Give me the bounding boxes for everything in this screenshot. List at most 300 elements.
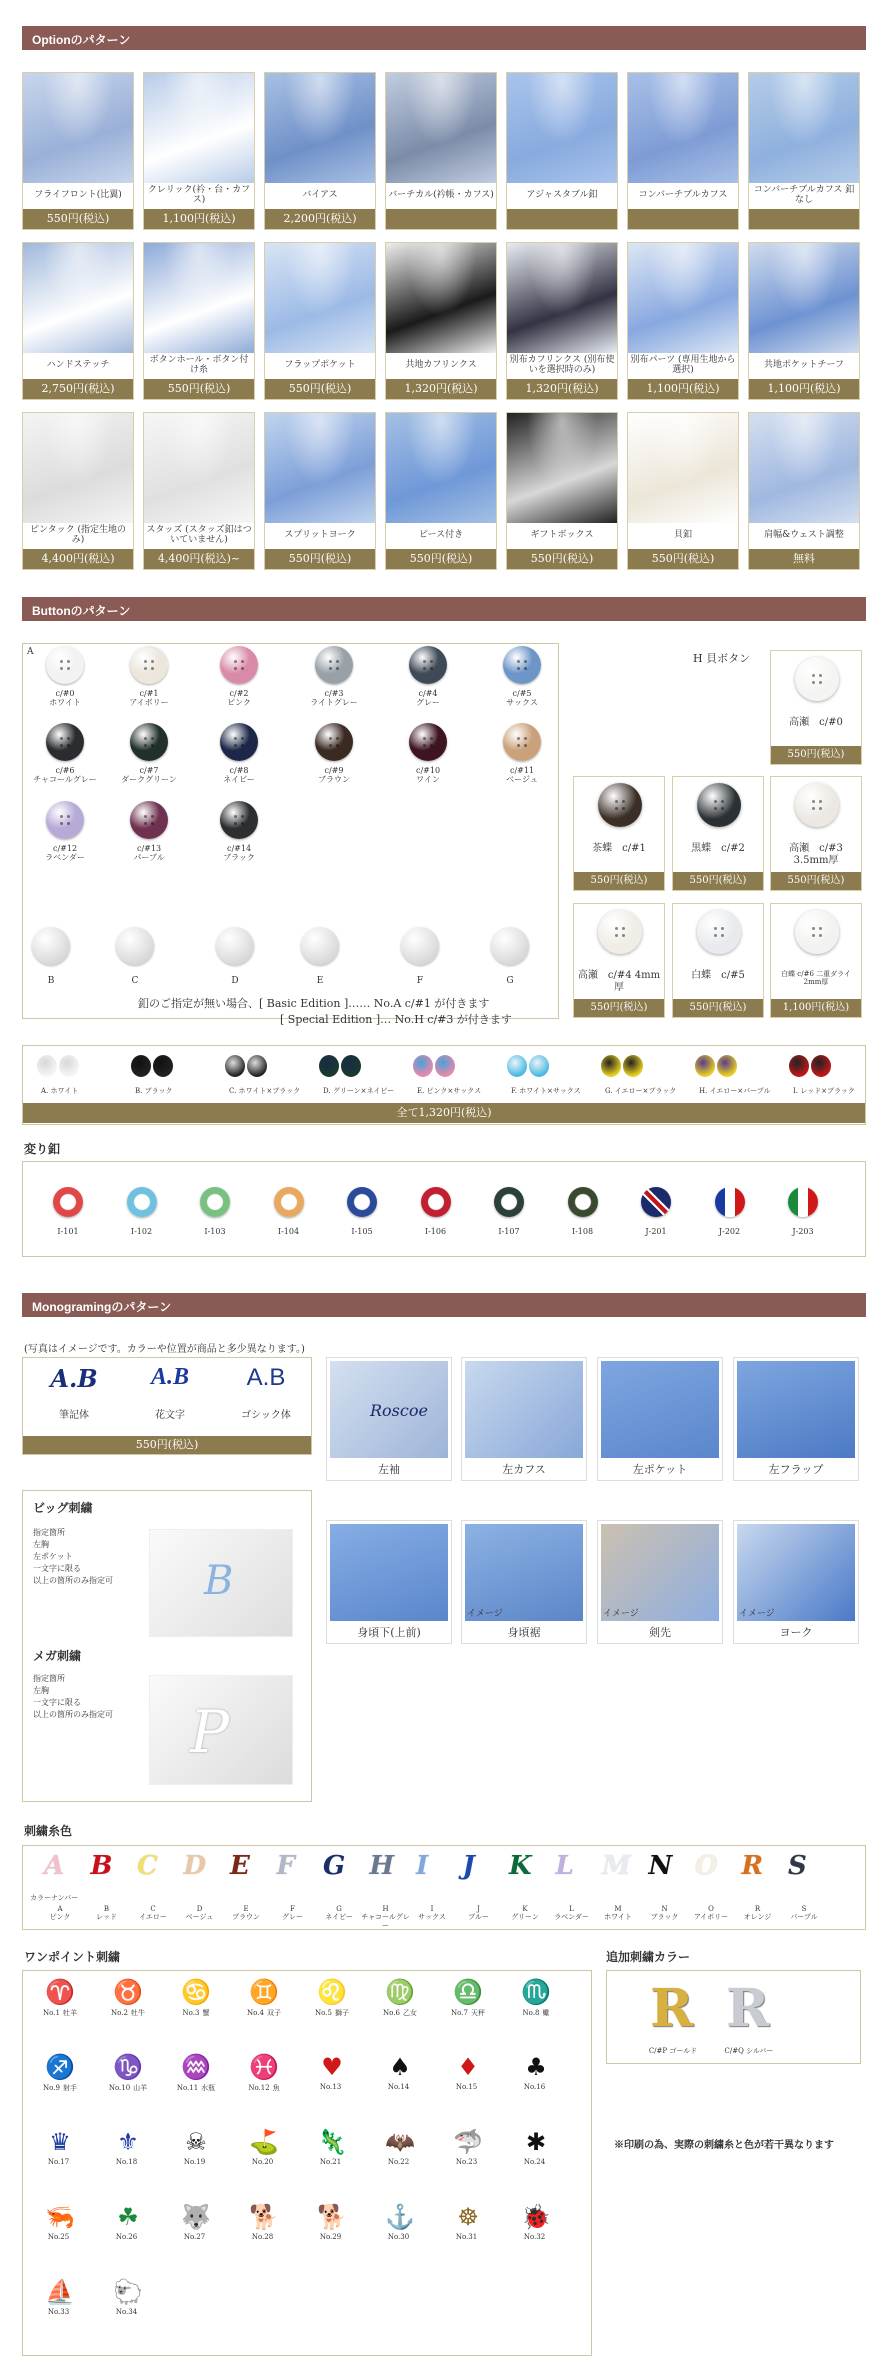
onepoint-no: No.23	[455, 2158, 478, 2166]
option-card[interactable]	[506, 72, 618, 230]
shell-button-card[interactable]	[770, 903, 862, 1018]
option-card[interactable]	[22, 242, 134, 400]
shell-button-price: 550円(税込)	[574, 999, 664, 1017]
button-swatch[interactable]	[220, 723, 258, 761]
thread-label	[35, 1905, 85, 1922]
onepoint-label	[302, 2008, 362, 2018]
onepoint-icon-cell[interactable]	[302, 2201, 362, 2261]
thread-name: パープル	[790, 1913, 818, 1922]
kawari-button[interactable]	[347, 1187, 377, 1217]
option-card[interactable]	[506, 412, 618, 570]
onepoint-name: 蠍	[542, 2009, 550, 2017]
button-swatch[interactable]	[503, 723, 541, 761]
section-header-monogram: Monogramingのパターン	[22, 1293, 866, 1317]
thread-code: K	[522, 1905, 528, 1913]
button-label	[393, 766, 463, 784]
onepoint-icon-cell[interactable]	[302, 1976, 362, 2036]
option-label: 別布パーツ (専用生地から選択)	[630, 355, 736, 375]
button-label	[30, 689, 100, 707]
option-card[interactable]	[385, 242, 497, 400]
thread-code: S	[801, 1905, 807, 1913]
button-holes	[423, 737, 433, 747]
shell-button-name: 高瀬 c/#4 4mm厚	[577, 970, 661, 993]
thread-name: レッド	[96, 1913, 117, 1922]
thread-code: B	[103, 1905, 110, 1913]
thread-name: グレー	[282, 1913, 303, 1922]
onepoint-label	[234, 2008, 294, 2018]
option-card[interactable]	[264, 72, 376, 230]
big-text-line: 以上の箇所のみ指定可	[33, 1576, 113, 1585]
section-header-button: Buttonのパターン	[22, 597, 866, 621]
kawari-button[interactable]	[421, 1187, 451, 1217]
onepoint-icon-cell[interactable]	[166, 2051, 226, 2111]
onepoint-no: No.26	[115, 2233, 138, 2241]
knot-price: 全て1,320円(税込)	[23, 1103, 865, 1123]
onepoint-no: No.34	[115, 2308, 138, 2316]
option-card[interactable]	[748, 72, 860, 230]
onepoint-icon-cell[interactable]	[30, 1976, 90, 2036]
onepoint-icon-cell[interactable]	[30, 2051, 90, 2111]
option-price	[749, 209, 859, 229]
option-price: 550円(税込)	[144, 379, 254, 399]
onepoint-name: 牡牛	[130, 2009, 145, 2017]
button-swatch[interactable]	[220, 801, 258, 839]
mega-embroidery-text	[33, 1673, 113, 1721]
option-shirt-detail	[749, 413, 859, 523]
onepoint-label	[234, 2158, 294, 2166]
knot-label: B. ブラック	[135, 1087, 173, 1095]
option-card[interactable]	[264, 412, 376, 570]
button-holes	[329, 660, 339, 670]
onepoint-label	[302, 2233, 362, 2241]
onepoint-icon-cell[interactable]	[370, 2126, 430, 2186]
button-label	[114, 689, 184, 707]
extra-color-letter: R	[726, 1978, 770, 2039]
button-swatch[interactable]	[130, 723, 168, 761]
thread-name: ベージュ	[185, 1913, 214, 1922]
button-name: ブラウン	[318, 775, 350, 785]
onepoint-icon-cell[interactable]	[98, 2126, 158, 2186]
onepoint-icon-cell[interactable]	[30, 2276, 90, 2336]
button-style-label: E	[316, 976, 324, 986]
thread-code: E	[243, 1905, 249, 1913]
button-style-swatch[interactable]	[401, 927, 439, 965]
option-shirt-detail	[507, 73, 617, 183]
knot-swatch[interactable]	[789, 1055, 833, 1077]
thread-label	[640, 1905, 690, 1922]
button-swatch[interactable]	[220, 646, 258, 684]
button-swatch[interactable]	[409, 723, 447, 761]
onepoint-icon-cell[interactable]	[370, 1976, 430, 2036]
knot-swatch[interactable]	[601, 1055, 645, 1077]
onepoint-label	[370, 2008, 430, 2018]
button-swatch[interactable]	[503, 646, 541, 684]
option-card[interactable]	[748, 242, 860, 400]
onepoint-icon-cell[interactable]	[98, 1976, 158, 2036]
kawari-button[interactable]	[715, 1187, 745, 1217]
onepoint-icon: ♐	[45, 2053, 75, 2081]
button-name: ラベンダー	[45, 853, 85, 863]
thread-code: A	[57, 1905, 63, 1913]
onepoint-icon-cell[interactable]	[438, 2126, 498, 2186]
onepoint-icon-cell[interactable]	[506, 2201, 566, 2261]
thread-code: D	[196, 1905, 203, 1913]
option-card[interactable]	[143, 72, 255, 230]
monogram-position-photo	[465, 1361, 583, 1458]
option-shirt-detail	[265, 243, 375, 353]
option-photo	[507, 413, 617, 523]
option-label: スタッズ (スタッズ釦はついていません)	[146, 525, 252, 545]
monogram-position-card[interactable]	[326, 1357, 452, 1481]
button-swatch[interactable]	[315, 723, 353, 761]
onepoint-label	[30, 2008, 90, 2018]
button-code: c/#13	[136, 844, 162, 853]
extra-color-label: C/#Q シルバー	[724, 2047, 774, 2055]
onepoint-icon-cell[interactable]	[234, 2201, 294, 2261]
option-photo	[23, 243, 133, 353]
button-style-label: B	[47, 976, 55, 986]
onepoint-icon: ☠	[185, 2128, 207, 2156]
button-swatch[interactable]	[130, 801, 168, 839]
button-style-swatch[interactable]	[216, 927, 254, 965]
option-card[interactable]	[385, 412, 497, 570]
monogram-position-card[interactable]	[733, 1357, 859, 1481]
knot-label: C. ホワイト×ブラック	[229, 1087, 301, 1095]
onepoint-icon-cell[interactable]	[166, 2126, 226, 2186]
onepoint-no: No.30	[387, 2233, 410, 2241]
shell-button-swatch	[697, 783, 741, 827]
option-price	[507, 209, 617, 229]
onepoint-icon: ♥	[321, 2053, 343, 2081]
monogram-style-label: ゴシック体	[241, 1410, 291, 1421]
kawari-button[interactable]	[127, 1187, 157, 1217]
button-label	[299, 766, 369, 784]
onepoint-no: No.6	[383, 2009, 400, 2017]
onepoint-label	[30, 2308, 90, 2316]
onepoint-icon-cell[interactable]	[234, 2051, 294, 2111]
option-card[interactable]	[143, 412, 255, 570]
knot-label: H. イエロー×パープル	[699, 1087, 771, 1095]
button-holes	[234, 815, 244, 825]
onepoint-label	[166, 2008, 226, 2018]
button-code: c/#3	[324, 689, 344, 698]
onepoint-icon-cell[interactable]	[98, 2051, 158, 2111]
big-text-line: 左ポケット	[33, 1552, 73, 1561]
button-swatch[interactable]	[46, 723, 84, 761]
option-price: 550円(税込)	[265, 379, 375, 399]
monogram-position-card[interactable]	[733, 1520, 859, 1644]
shell-button-card[interactable]	[672, 776, 764, 891]
option-photo	[749, 243, 859, 353]
option-shirt-detail	[628, 243, 738, 353]
kawari-code: J-202	[718, 1227, 741, 1236]
extra-color-label: C/#P ゴールド	[648, 2047, 698, 2055]
knot-label: D. グリーン×ネイビー	[323, 1087, 395, 1095]
button-holes	[144, 737, 154, 747]
option-card[interactable]	[627, 412, 739, 570]
button-name: グレー	[416, 698, 440, 708]
option-price: 550円(税込)	[23, 209, 133, 229]
thread-label	[500, 1905, 550, 1922]
onepoint-icon: ⛳	[249, 2128, 279, 2156]
thread-letter: A	[44, 1851, 65, 1881]
onepoint-icon-cell[interactable]	[370, 2201, 430, 2261]
option-card[interactable]	[627, 242, 739, 400]
knot-swatch[interactable]	[225, 1055, 269, 1077]
button-label	[487, 689, 557, 707]
onepoint-icon: ♊	[249, 1978, 279, 2006]
onepoint-icon: ♑	[113, 2053, 143, 2081]
onepoint-name: 牡羊	[62, 2009, 77, 2017]
onepoint-label	[438, 2158, 498, 2166]
option-shirt-detail	[144, 243, 254, 353]
option-card[interactable]	[627, 72, 739, 230]
button-label	[487, 766, 557, 784]
onepoint-no: No.5	[315, 2009, 332, 2017]
button-holes	[714, 800, 724, 810]
thread-code: O	[708, 1905, 714, 1913]
onepoint-label	[166, 2083, 226, 2093]
onepoint-icon-cell[interactable]	[98, 2276, 158, 2336]
button-swatch[interactable]	[46, 646, 84, 684]
monogram-position-card[interactable]	[326, 1520, 452, 1644]
option-card[interactable]	[264, 242, 376, 400]
thread-name: ブラウン	[232, 1913, 260, 1922]
onepoint-icon-cell[interactable]	[234, 2126, 294, 2186]
thread-letter: E	[230, 1851, 250, 1881]
option-photo	[386, 73, 496, 183]
thread-label	[268, 1905, 318, 1922]
shell-button-swatch	[598, 783, 642, 827]
option-price: 無料	[749, 549, 859, 569]
onepoint-no: No.13	[319, 2083, 342, 2091]
option-photo	[628, 73, 738, 183]
option-shirt-detail	[386, 73, 496, 183]
thread-label	[733, 1905, 783, 1922]
knot-swatch[interactable]	[37, 1055, 81, 1077]
onepoint-icon-cell[interactable]	[506, 2051, 566, 2111]
onepoint-no: No.8	[522, 2009, 540, 2017]
option-card[interactable]	[22, 72, 134, 230]
thread-name: ラベンダー	[554, 1913, 589, 1922]
onepoint-label	[506, 2158, 566, 2166]
shell-button-card[interactable]	[573, 903, 665, 1018]
thread-code: M	[614, 1905, 622, 1913]
shell-button-card[interactable]	[770, 650, 862, 765]
kawari-button[interactable]	[641, 1187, 671, 1217]
button-swatch[interactable]	[130, 646, 168, 684]
onepoint-name: 乙女	[402, 2009, 417, 2017]
shell-button-card[interactable]	[672, 903, 764, 1018]
mega-embroidery-letter: P	[190, 1698, 230, 1766]
thread-label	[314, 1905, 364, 1922]
knot-swatch[interactable]	[131, 1055, 175, 1077]
button-style-swatch[interactable]	[32, 927, 70, 965]
onepoint-no: No.12	[248, 2084, 270, 2092]
monogram-position-card[interactable]	[597, 1357, 723, 1481]
thread-code: H	[382, 1905, 389, 1913]
button-name: ピンク	[227, 698, 251, 708]
kawari-button[interactable]	[274, 1187, 304, 1217]
knot-swatch[interactable]	[413, 1055, 457, 1077]
onepoint-icon-cell[interactable]	[234, 1976, 294, 2036]
onepoint-no: No.1	[43, 2009, 60, 2017]
option-photo	[386, 413, 496, 523]
onepoint-icon-cell[interactable]	[166, 2201, 226, 2261]
thread-label	[361, 1905, 411, 1930]
kawari-button[interactable]	[788, 1187, 818, 1217]
option-label: ピンタック (指定生地のみ)	[29, 525, 126, 545]
onepoint-icon-cell[interactable]	[30, 2201, 90, 2261]
onepoint-name: 水瓶	[201, 2084, 216, 2092]
onepoint-no: No.11	[176, 2084, 199, 2092]
onepoint-icon-cell[interactable]	[506, 2126, 566, 2186]
onepoint-icon: ♣	[525, 2053, 547, 2081]
button-code: c/#14	[226, 844, 252, 853]
option-price: 1,100円(税込)	[628, 379, 738, 399]
button-name: パープル	[133, 853, 165, 863]
option-label: スプリットヨーク	[284, 530, 356, 541]
button-code: c/#7	[139, 766, 159, 775]
onepoint-icon: ♠	[389, 2053, 411, 2081]
option-card[interactable]	[385, 72, 497, 230]
kawari-button[interactable]	[568, 1187, 598, 1217]
button-swatch[interactable]	[409, 646, 447, 684]
onepoint-icon-cell[interactable]	[370, 2051, 430, 2111]
onepoint-no: No.14	[387, 2083, 410, 2091]
option-label: アジャスタブル釦	[526, 190, 598, 201]
monogram-position-card[interactable]	[597, 1520, 723, 1644]
option-shirt-detail	[386, 413, 496, 523]
onepoint-icon-cell[interactable]	[506, 1976, 566, 2036]
onepoint-no: No.16	[523, 2083, 546, 2091]
monogram-position-card[interactable]	[461, 1520, 587, 1644]
option-photo	[23, 73, 133, 183]
onepoint-icon-cell[interactable]	[302, 2126, 362, 2186]
onepoint-label	[166, 2233, 226, 2241]
shell-button-swatch	[795, 783, 839, 827]
knot-swatch[interactable]	[507, 1055, 551, 1077]
kawari-button[interactable]	[53, 1187, 83, 1217]
onepoint-icon-cell[interactable]	[166, 1976, 226, 2036]
section-header-option: Optionのパターン	[22, 26, 866, 50]
onepoint-icon-cell[interactable]	[438, 1976, 498, 2036]
option-photo	[265, 413, 375, 523]
option-card[interactable]	[143, 242, 255, 400]
option-price: 550円(税込)	[265, 549, 375, 569]
mega-text-line: 以上の箇所のみ指定可	[33, 1710, 113, 1719]
thread-letter: F	[276, 1851, 295, 1881]
option-card[interactable]	[22, 412, 134, 570]
big-text-line: 左胸	[33, 1540, 49, 1549]
image-tag: イメージ	[739, 1609, 775, 1619]
onepoint-icon: 🐑	[113, 2278, 143, 2306]
onepoint-label	[370, 2158, 430, 2166]
onepoint-icon: ♋	[181, 1978, 211, 2006]
thread-name: サックス	[418, 1913, 446, 1922]
button-swatch[interactable]	[46, 801, 84, 839]
onepoint-label	[438, 2083, 498, 2091]
onepoint-icon: ♛	[49, 2128, 71, 2156]
button-holes	[423, 660, 433, 670]
option-photo	[749, 73, 859, 183]
onepoint-no: No.9	[43, 2084, 60, 2092]
onepoint-no: No.15	[455, 2083, 478, 2091]
onepoint-icon-cell[interactable]	[302, 2051, 362, 2111]
onepoint-label	[98, 2008, 158, 2018]
button-holes	[60, 737, 70, 747]
button-holes	[60, 660, 70, 670]
onepoint-icon: 🐺	[181, 2203, 211, 2231]
monogram-style-label: 筆記体	[59, 1410, 89, 1421]
monogram-position-card[interactable]	[461, 1357, 587, 1481]
thread-letter: H	[369, 1851, 395, 1881]
shell-button-card[interactable]	[573, 776, 665, 891]
monogram-style-sample: A.B	[150, 1364, 189, 1390]
kawari-code: J-201	[645, 1227, 667, 1236]
onepoint-icon-cell[interactable]	[438, 2051, 498, 2111]
onepoint-icon-cell[interactable]	[98, 2201, 158, 2261]
thread-name: ブルー	[468, 1913, 489, 1922]
shell-button-swatch	[795, 910, 839, 954]
onepoint-icon: ⚓	[385, 2203, 415, 2231]
option-photo	[386, 243, 496, 353]
option-card[interactable]	[748, 412, 860, 570]
thread-name: ブラック	[650, 1913, 679, 1922]
onepoint-icon: ♒	[181, 2053, 211, 2081]
button-code: c/#11	[509, 766, 535, 775]
onepoint-label	[438, 2233, 498, 2241]
option-label: バーチカル(衿帳・カフス)	[388, 190, 494, 201]
monogram-position-photo	[737, 1361, 855, 1458]
option-label: 共地カフリンクス	[405, 360, 477, 371]
onepoint-icon-cell[interactable]	[30, 2126, 90, 2186]
shell-button-title: H 貝ボタン	[693, 652, 751, 665]
kawari-button[interactable]	[200, 1187, 230, 1217]
knot-swatch[interactable]	[695, 1055, 739, 1077]
knot-swatch[interactable]	[319, 1055, 363, 1077]
thread-code: L	[569, 1905, 574, 1913]
onepoint-icon-cell[interactable]	[438, 2201, 498, 2261]
button-name: アイボリー	[129, 698, 169, 708]
button-note-basic: 釦のご指定が無い場合、[ Basic Edition ]…… No.A c/#1 が付きます	[138, 997, 490, 1010]
onepoint-label	[438, 2008, 498, 2018]
kawari-button[interactable]	[494, 1187, 524, 1217]
button-style-swatch[interactable]	[301, 927, 339, 965]
button-swatch[interactable]	[315, 646, 353, 684]
button-a-panel	[22, 643, 559, 1019]
kawari-code: I-106	[424, 1227, 447, 1236]
onepoint-name: 山羊	[133, 2084, 148, 2092]
option-card[interactable]	[506, 242, 618, 400]
onepoint-icon: ☸	[457, 2203, 479, 2231]
monogram-position-photo	[601, 1524, 719, 1621]
shell-button-swatch	[795, 657, 839, 701]
button-holes	[60, 815, 70, 825]
button-holes	[812, 800, 822, 810]
button-style-swatch[interactable]	[116, 927, 154, 965]
option-photo	[144, 413, 254, 523]
option-price	[386, 209, 496, 229]
button-holes	[714, 927, 724, 937]
shell-button-card[interactable]	[770, 776, 862, 891]
knot-label: A. ホワイト	[41, 1087, 79, 1095]
shell-button-name: 茶蝶 c/#1	[592, 843, 646, 854]
button-name: ライトグレー	[310, 698, 358, 708]
onepoint-icon: ♓	[249, 2053, 279, 2081]
button-style-swatch[interactable]	[491, 927, 529, 965]
kawari-code: I-104	[277, 1227, 300, 1236]
